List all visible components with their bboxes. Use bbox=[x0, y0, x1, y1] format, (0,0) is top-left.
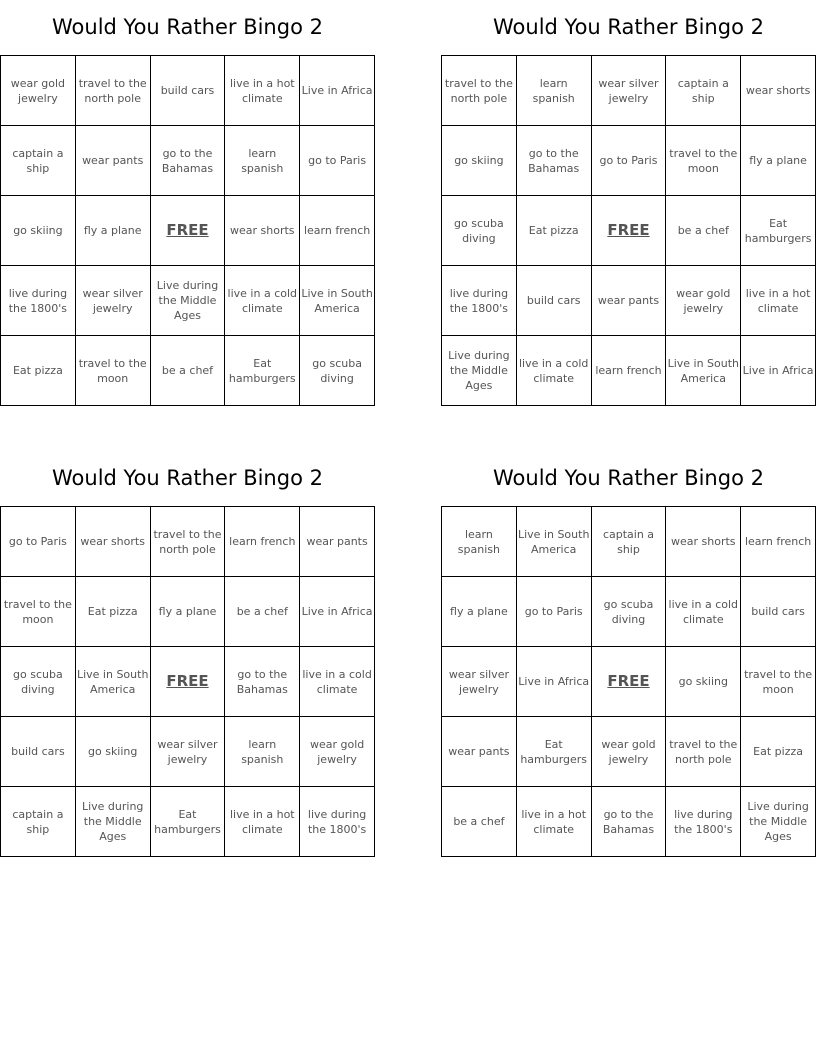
bingo-cell: Live in South America bbox=[666, 336, 741, 406]
bingo-cell: Live in Africa bbox=[300, 577, 375, 647]
card-title: Would You Rather Bingo 2 bbox=[52, 466, 323, 490]
bingo-grid bbox=[441, 55, 816, 406]
bingo-cell: wear shorts bbox=[666, 507, 741, 577]
bingo-cell: live during the 1800's bbox=[300, 787, 375, 857]
bingo-card-4 bbox=[441, 451, 816, 857]
bingo-cell: live in a hot climate bbox=[225, 56, 300, 126]
bingo-cell: learn french bbox=[225, 507, 300, 577]
bingo-cell: travel to the moon bbox=[76, 336, 151, 406]
bingo-cell: Live in Africa bbox=[517, 647, 592, 717]
bingo-cell: wear gold jewelry bbox=[1, 56, 76, 126]
bingo-cell: go skiing bbox=[442, 126, 517, 196]
bingo-cell: live during the 1800's bbox=[666, 787, 741, 857]
bingo-cell: travel to the north pole bbox=[76, 56, 151, 126]
bingo-cell: travel to the north pole bbox=[666, 717, 741, 787]
bingo-cell: wear silver jewelry bbox=[592, 56, 667, 126]
bingo-cell: Live during the Middle Ages bbox=[151, 266, 226, 336]
bingo-grid bbox=[0, 506, 375, 857]
bingo-cell: go skiing bbox=[76, 717, 151, 787]
bingo-cell: Live in Africa bbox=[300, 56, 375, 126]
bingo-cell: fly a plane bbox=[76, 196, 151, 266]
bingo-cell: be a chef bbox=[151, 336, 226, 406]
bingo-cell: wear pants bbox=[76, 126, 151, 196]
bingo-cell: travel to the north pole bbox=[151, 507, 226, 577]
bingo-cell: live during the 1800's bbox=[442, 266, 517, 336]
bingo-cell: fly a plane bbox=[151, 577, 226, 647]
bingo-cell: wear silver jewelry bbox=[76, 266, 151, 336]
bingo-cell: captain a ship bbox=[666, 56, 741, 126]
bingo-cell: live in a hot climate bbox=[517, 787, 592, 857]
bingo-cell: be a chef bbox=[225, 577, 300, 647]
bingo-cell: be a chef bbox=[442, 787, 517, 857]
bingo-cell: travel to the moon bbox=[1, 577, 76, 647]
bingo-cell: live in a hot climate bbox=[741, 266, 816, 336]
bingo-cell: wear shorts bbox=[225, 196, 300, 266]
bingo-cell: go scuba diving bbox=[300, 336, 375, 406]
free-space-cell: FREE bbox=[151, 196, 226, 266]
bingo-cell: be a chef bbox=[666, 196, 741, 266]
bingo-cell: wear pants bbox=[592, 266, 667, 336]
bingo-cell: captain a ship bbox=[1, 787, 76, 857]
bingo-grid bbox=[0, 55, 375, 406]
bingo-cell: go scuba diving bbox=[592, 577, 667, 647]
free-space-cell: FREE bbox=[592, 647, 667, 717]
bingo-cell: go to Paris bbox=[517, 577, 592, 647]
bingo-grid bbox=[441, 506, 816, 857]
bingo-cell: Live during the Middle Ages bbox=[741, 787, 816, 857]
bingo-cell: travel to the moon bbox=[741, 647, 816, 717]
bingo-cell: go to the Bahamas bbox=[225, 647, 300, 717]
bingo-cell: Live in South America bbox=[517, 507, 592, 577]
bingo-cell: learn spanish bbox=[442, 507, 517, 577]
bingo-cell: Eat pizza bbox=[76, 577, 151, 647]
bingo-cell: Eat hamburgers bbox=[741, 196, 816, 266]
bingo-card-2 bbox=[441, 0, 816, 406]
bingo-cell: Eat hamburgers bbox=[225, 336, 300, 406]
bingo-cell: Eat pizza bbox=[741, 717, 816, 787]
bingo-cell: live in a cold climate bbox=[300, 647, 375, 717]
bingo-cell: go to the Bahamas bbox=[517, 126, 592, 196]
bingo-cell: Live in South America bbox=[300, 266, 375, 336]
bingo-card-3 bbox=[0, 451, 375, 857]
bingo-cell: learn spanish bbox=[225, 717, 300, 787]
bingo-cell: go scuba diving bbox=[1, 647, 76, 717]
bingo-cell: wear shorts bbox=[741, 56, 816, 126]
bingo-cell: Eat hamburgers bbox=[151, 787, 226, 857]
bingo-cell: fly a plane bbox=[741, 126, 816, 196]
bingo-cell: go to Paris bbox=[1, 507, 76, 577]
bingo-cell: wear gold jewelry bbox=[666, 266, 741, 336]
bingo-cell: build cars bbox=[1, 717, 76, 787]
bingo-cell: Eat hamburgers bbox=[517, 717, 592, 787]
bingo-cell: learn french bbox=[300, 196, 375, 266]
bingo-cell: build cars bbox=[151, 56, 226, 126]
bingo-cell: captain a ship bbox=[592, 507, 667, 577]
bingo-cell: wear gold jewelry bbox=[300, 717, 375, 787]
bingo-card-1 bbox=[0, 0, 375, 406]
card-title: Would You Rather Bingo 2 bbox=[52, 15, 323, 39]
card-title: Would You Rather Bingo 2 bbox=[493, 15, 764, 39]
bingo-cell: go to the Bahamas bbox=[151, 126, 226, 196]
bingo-cell: go skiing bbox=[1, 196, 76, 266]
bingo-cell: wear silver jewelry bbox=[151, 717, 226, 787]
free-space-cell: FREE bbox=[592, 196, 667, 266]
card-title: Would You Rather Bingo 2 bbox=[493, 466, 764, 490]
bingo-cell: live in a cold climate bbox=[517, 336, 592, 406]
bingo-cell: Live in Africa bbox=[741, 336, 816, 406]
bingo-cell: live during the 1800's bbox=[1, 266, 76, 336]
bingo-cell: learn spanish bbox=[517, 56, 592, 126]
bingo-cell: live in a cold climate bbox=[666, 577, 741, 647]
bingo-cell: travel to the north pole bbox=[442, 56, 517, 126]
bingo-cell: wear pants bbox=[442, 717, 517, 787]
bingo-cell: learn french bbox=[741, 507, 816, 577]
bingo-cell: travel to the moon bbox=[666, 126, 741, 196]
bingo-cell: live in a cold climate bbox=[225, 266, 300, 336]
bingo-cell: Live during the Middle Ages bbox=[76, 787, 151, 857]
bingo-cell: go to Paris bbox=[592, 126, 667, 196]
bingo-cell: fly a plane bbox=[442, 577, 517, 647]
bingo-cell: wear silver jewelry bbox=[442, 647, 517, 717]
bingo-cell: go to Paris bbox=[300, 126, 375, 196]
bingo-cell: build cars bbox=[517, 266, 592, 336]
bingo-cell: go to the Bahamas bbox=[592, 787, 667, 857]
bingo-cell: build cars bbox=[741, 577, 816, 647]
bingo-cell: captain a ship bbox=[1, 126, 76, 196]
bingo-cell: Live during the Middle Ages bbox=[442, 336, 517, 406]
bingo-cell: learn spanish bbox=[225, 126, 300, 196]
bingo-cell: learn french bbox=[592, 336, 667, 406]
bingo-cell: go scuba diving bbox=[442, 196, 517, 266]
bingo-cell: wear shorts bbox=[76, 507, 151, 577]
bingo-cell: Live in South America bbox=[76, 647, 151, 717]
bingo-cell: Eat pizza bbox=[517, 196, 592, 266]
bingo-cell: live in a hot climate bbox=[225, 787, 300, 857]
bingo-cell: Eat pizza bbox=[1, 336, 76, 406]
bingo-cell: go skiing bbox=[666, 647, 741, 717]
bingo-cell: wear pants bbox=[300, 507, 375, 577]
free-space-cell: FREE bbox=[151, 647, 226, 717]
bingo-cell: wear gold jewelry bbox=[592, 717, 667, 787]
